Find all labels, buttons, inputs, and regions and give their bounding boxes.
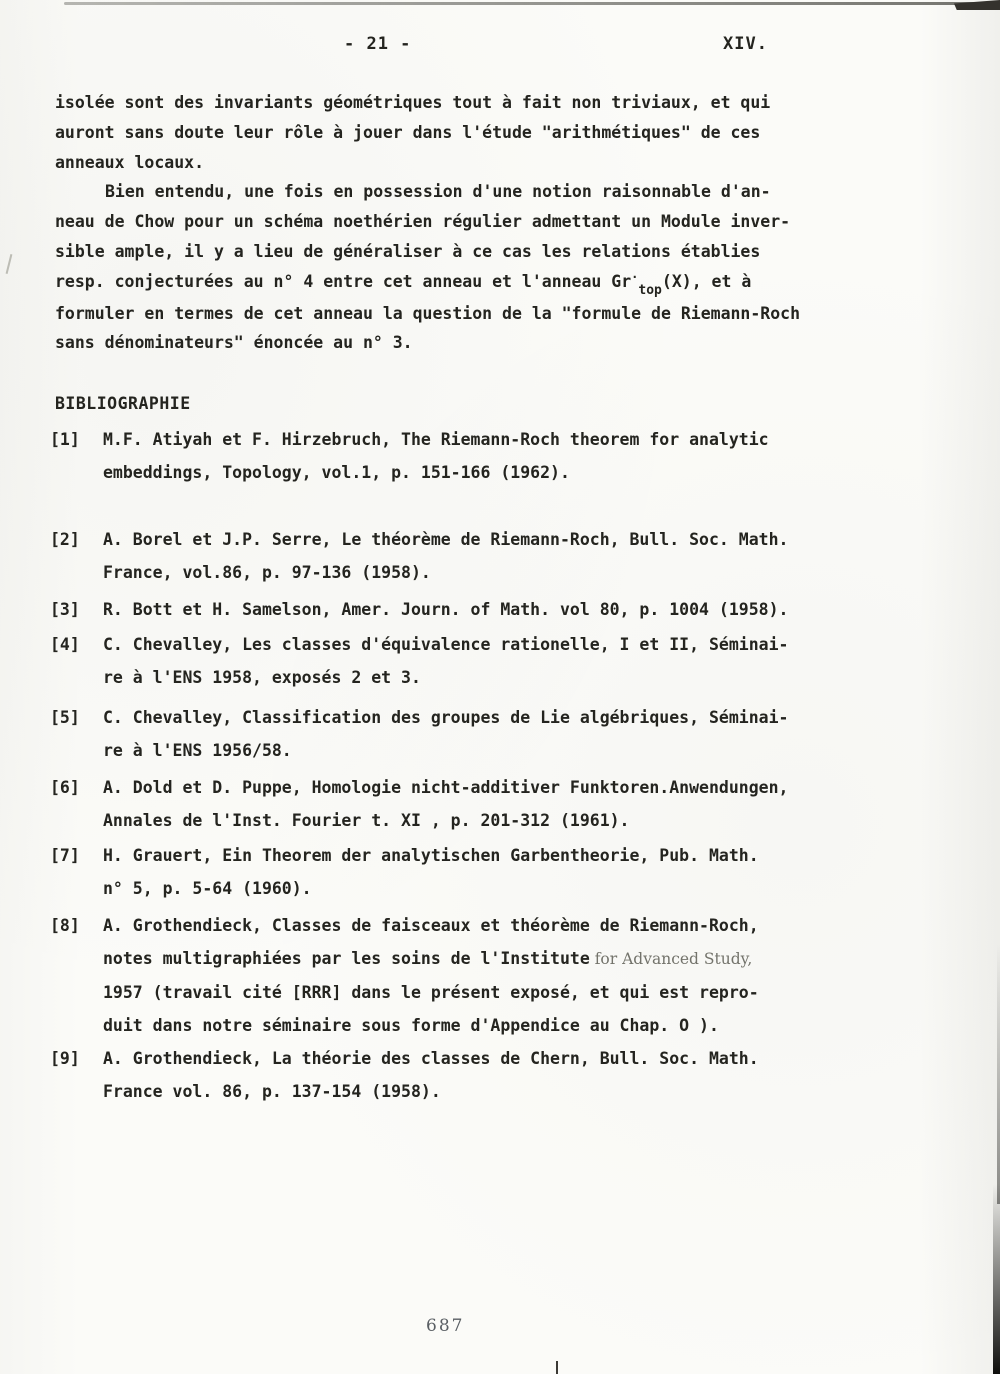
reference-text-line: M.F. Atiyah et F. Hirzebruch, The Riemann-Roch theorem for analytic: [103, 430, 769, 450]
reference-text-line: France, vol.86, p. 97-136 (1958).: [103, 563, 431, 583]
gr-subscript-top: top: [638, 282, 662, 298]
reference-text-line: A. Dold et D. Puppe, Homologie nicht-additiver Funktoren.Anwendungen,: [103, 778, 789, 798]
scan-bottom-tick: [556, 1361, 558, 1374]
gr-prime-mark: ·: [631, 269, 639, 284]
bibliography-title: BIBLIOGRAPHIE: [55, 394, 191, 414]
reference-text-line: 1957 (travail cité [RRR] dans le présent exposé, et qui est repro-: [103, 983, 759, 1003]
paragraph-2: [55, 177, 840, 358]
reference-item-4: [50, 628, 840, 694]
scan-edge-top-line: [64, 2, 1000, 5]
reference-text-line: A. Borel et J.P. Serre, Le théorème de Riemann-Roch, Bull. Soc. Math.: [103, 530, 789, 550]
reference-label: [2]: [50, 530, 80, 550]
text-line: isolée sont des invariants géométriques tout à fait non triviaux, et qui: [55, 93, 771, 112]
page-header-section: XIV.: [723, 34, 768, 54]
scan-left-margin-mark: [6, 254, 13, 274]
page-number: 687: [426, 1316, 465, 1336]
text-line: neau de Chow pour un schéma noethérien régulier admettant un Module inver-: [55, 212, 791, 232]
reference-text-line-mixed-type: [103, 942, 840, 976]
text-line: sans dénominateurs" énoncée au n° 3.: [55, 333, 413, 353]
reference-text-line: France vol. 86, p. 137-154 (1958).: [103, 1082, 441, 1102]
text-line: sible ample, il y a lieu de généraliser à ce cas les relations établies: [55, 241, 761, 261]
reference-text-line: Annales de l'Inst. Fourier t. XI , p. 201-312 (1961).: [103, 811, 630, 831]
reference-text-segment-alt-typeface: for Advanced Study,: [589, 950, 753, 969]
page-content: [50, 88, 840, 1108]
reference-text-line: A. Grothendieck, La théorie des classes de Chern, Bull. Soc. Math.: [103, 1049, 759, 1069]
reference-text-line: embeddings, Topology, vol.1, p. 151-166 (1962).: [103, 463, 570, 483]
reference-item-6: [50, 771, 840, 837]
reference-text-line: R. Bott et H. Samelson, Amer. Journ. of Math. vol 80, p. 1004 (1958).: [103, 600, 789, 620]
paragraph-1: [55, 88, 840, 177]
reference-text-line: re à l'ENS 1956/58.: [103, 741, 292, 761]
reference-label: [7]: [50, 846, 80, 866]
reference-label: [9]: [50, 1049, 80, 1069]
reference-label: [4]: [50, 635, 80, 655]
gr-line-pre: resp. conjecturées au n° 4 entre cet anneau et l'anneau Gr: [55, 271, 632, 291]
reference-label: [8]: [50, 916, 80, 936]
text-line-gr-formula: [55, 267, 840, 299]
reference-item-1: [50, 423, 840, 489]
reference-text-line: H. Grauert, Ein Theorem der analytischen Garbentheorie, Pub. Math.: [103, 846, 759, 866]
reference-item-2: [50, 523, 840, 589]
reference-label: [3]: [50, 600, 80, 620]
reference-text-line: C. Chevalley, Les classes d'équivalence rationelle, I et II, Séminai-: [103, 635, 789, 655]
reference-label: [1]: [50, 430, 80, 450]
text-line: auront sans doute leur rôle à jouer dans l'étude "arithmétiques" de ces: [55, 122, 761, 142]
gr-line-post: (X), et à: [661, 271, 752, 291]
reference-text-line: duit dans notre séminaire sous forme d'Appendice au Chap. O ).: [103, 1016, 719, 1036]
reference-label: [6]: [50, 778, 80, 798]
page-header-number: - 21 -: [344, 34, 412, 54]
text-line: formuler en termes de cet anneau la question de la "formule de Riemann-Roch: [55, 303, 801, 323]
reference-text-segment: notes multigraphiées par les soins de l'Institute: [103, 949, 590, 969]
reference-item-9: [50, 1042, 840, 1108]
text-line: Bien entendu, une fois en possession d'une notion raisonnable d'an-: [105, 182, 771, 202]
reference-label: [5]: [50, 708, 80, 728]
reference-item-5: [50, 701, 840, 767]
reference-text-line: C. Chevalley, Classification des groupes de Lie algébriques, Séminai-: [103, 708, 789, 728]
reference-item-8: [50, 909, 840, 1042]
reference-text-line: n° 5, p. 5-64 (1960).: [103, 879, 312, 899]
reference-text-line: A. Grothendieck, Classes de faisceaux et théorème de Riemann-Roch,: [103, 916, 759, 936]
reference-item-7: [50, 839, 840, 905]
scan-edge-right-strip: [993, 1184, 1000, 1374]
reference-text-line: re à l'ENS 1958, exposés 2 et 3.: [103, 668, 421, 688]
text-line: anneaux locaux.: [55, 152, 205, 172]
reference-item-3: [50, 593, 840, 626]
